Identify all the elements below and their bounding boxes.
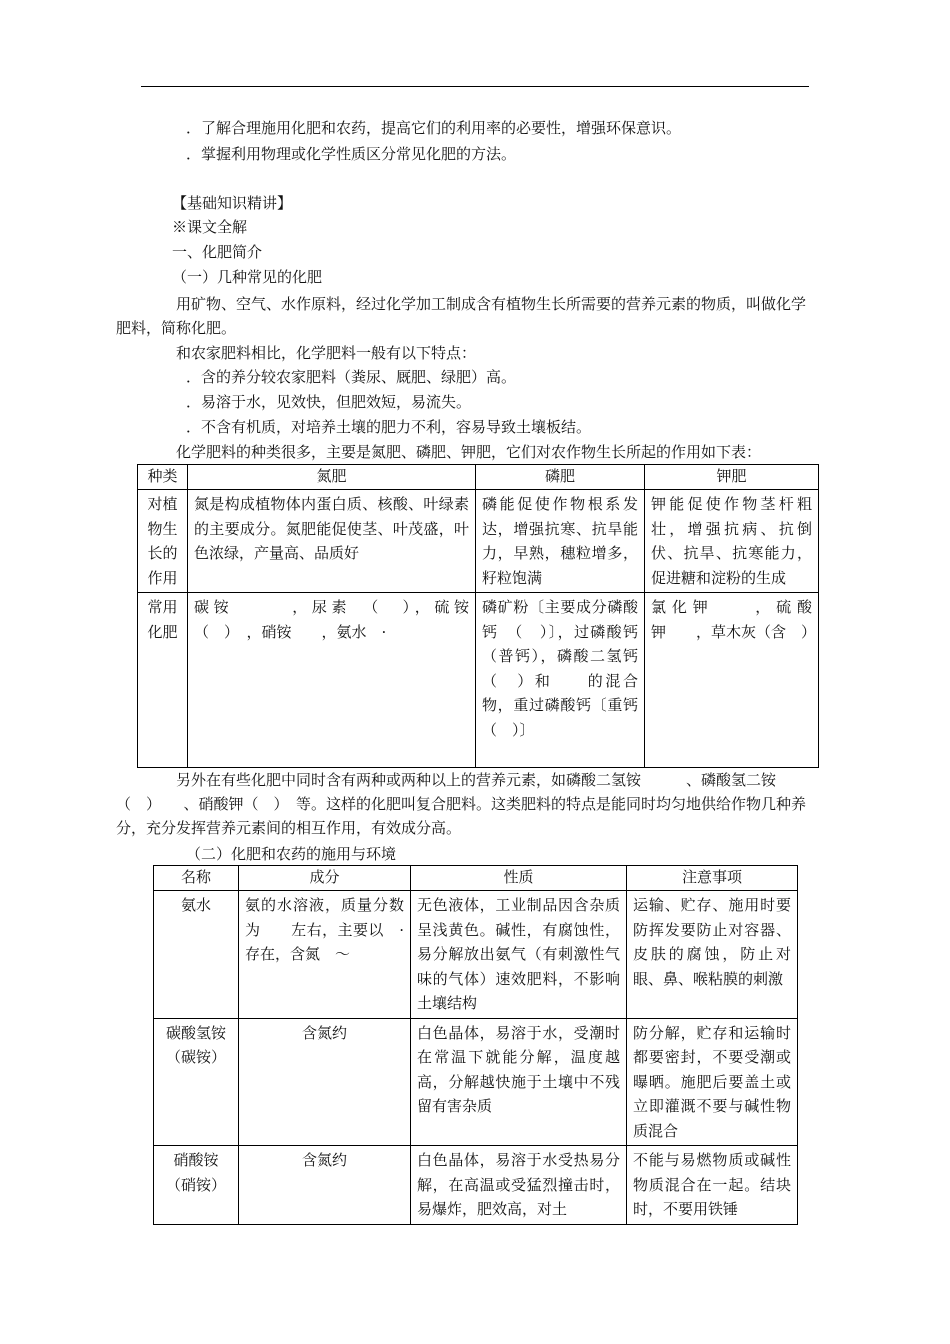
table-row [154, 891, 798, 1019]
nitrogen-effect-cell: 氮是构成植物体内蛋白质、核酸、叶绿素的主要成分。氮肥能促使茎、叶茂盛，叶色浓绿，产量高、品质好 [188, 490, 476, 593]
objective-item-1: ．了解合理施用化肥和农药，提高它们的利用率的必要性，增强环保意识。 [186, 119, 682, 137]
paragraph-table-intro: 化学肥料的种类很多，主要是氮肥、磷肥、钾肥，它们对农作物生长所起的作用如下表： [176, 443, 762, 461]
table-header-row [138, 465, 819, 490]
paragraph-features-intro: 和农家肥料相比，化学肥料一般有以下特点： [176, 344, 477, 362]
fertilizer-usage-table [153, 865, 798, 1225]
row-label-effect: 对植物生长的作用 [138, 490, 188, 593]
table-header-cell: 名称 [154, 866, 239, 891]
table-header-cell: 性质 [411, 866, 627, 891]
property-cell: 白色晶体，易溶于水，受潮时在常温下就能分解，温度越高，分解越快施于土壤中不残留有害杂质 [411, 1018, 627, 1146]
table-row [154, 1018, 798, 1146]
feature-item-1: ．含的养分较农家肥料（粪尿、厩肥、绿肥）高。 [186, 368, 517, 386]
table-header-cell: 磷肥 [476, 465, 645, 490]
potassium-effect-cell: 钾能促使作物茎杆粗壮，增强抗病、抗倒伏、抗旱、抗寒能力，促进糖和淀粉的生成 [645, 490, 819, 593]
paragraph-definition: 用矿物、空气、水作原料，经过化学加工制成含有植物生长所需要的营养元素的物质，叫做化学肥料，简称化肥。 [116, 295, 807, 337]
property-cell: 白色晶体，易溶于水受热易分解，在高温或受猛烈撞击时，易爆炸，肥效高，对土 [411, 1146, 627, 1225]
note-cell: 防分解，贮存和运输时都要密封，不要受潮或曝晒。施肥后要盖土或立即灌溉不要与碱性物质混合 [627, 1018, 798, 1146]
table-header-cell: 种类 [138, 465, 188, 490]
part-one-a-title: （一）几种常见的化肥 [172, 268, 323, 286]
composition-cell: 含氮约 [239, 1018, 411, 1146]
table-row [138, 490, 819, 593]
table-row [154, 1146, 798, 1225]
phosphorus-effect-cell: 磷能促使作物根系发达，增强抗寒、抗旱能力，早熟，穗粒增多，籽粒饱满 [476, 490, 645, 593]
table-header-cell: 注意事项 [627, 866, 798, 891]
table-header-cell: 钾肥 [645, 465, 819, 490]
table-header-cell: 成分 [239, 866, 411, 891]
potassium-common-cell: 氯化钾 ，硫酸钾 ，草木灰（含 ） [645, 593, 819, 768]
composition-cell: 含氮约 [239, 1146, 411, 1225]
feature-item-3: ．不含有机质，对培养土壤的肥力不利，容易导致土壤板结。 [186, 418, 592, 436]
table-header-cell: 氮肥 [188, 465, 476, 490]
paragraph-compound-fertilizer: 另外在有些化肥中同时含有两种或两种以上的营养元素，如磷酸二氢铵 、磷酸氢二铵（ ） 、硝酸钾（ ） 等。这样的化肥叫复合肥料。这类肥料的特点是能同时均匀地供给作物几种养分，充分发挥营养元素间的相互作用，有效成分高。 [116, 771, 807, 837]
composition-cell: 氨的水溶液，质量分数为 左右，主要以 · 存在，含氮 ～ [239, 891, 411, 1019]
part-one-b-title: （二）化肥和农药的施用与环境 [186, 845, 397, 863]
subsection-label: ※课文全解 [172, 218, 248, 236]
header-rule [141, 86, 809, 87]
row-label-common: 常用化肥 [138, 593, 188, 768]
nitrogen-common-cell: 碳铵 ，尿素 （ ），硫铵（ ） ，硝铵 ，氨水 · [188, 593, 476, 768]
table-row [138, 593, 819, 768]
objective-item-2: ．掌握利用物理或化学性质区分常见化肥的方法。 [186, 145, 517, 163]
table-header-row [154, 866, 798, 891]
fertilizer-types-table [137, 464, 819, 768]
note-cell: 运输、贮存、施用时要防挥发要防止对容器、皮肤的腐蚀，防止对眼、鼻、喉粘膜的刺激 [627, 891, 798, 1019]
name-cell: 氨水 [154, 891, 239, 1019]
property-cell: 无色液体，工业制品因含杂质呈浅黄色。碱性，有腐蚀性，易分解放出氨气（有刺激性气味的气体）速效肥料，不影响土壤结构 [411, 891, 627, 1019]
note-cell: 不能与易燃物质或碱性物质混合在一起。结块时，不要用铁锤 [627, 1146, 798, 1225]
part-one-title: 一、化肥简介 [172, 243, 263, 261]
name-cell: 碳酸氢铵（碳铵） [154, 1018, 239, 1146]
phosphorus-common-cell: 磷矿粉〔主要成分磷酸钙 （ ）〕，过磷酸钙（普钙），磷酸二氢钙 （ ）和 的混合物，重过磷酸钙〔重钙 （ ）〕 [476, 593, 645, 768]
section-heading: 【基础知识精讲】 [172, 194, 293, 212]
feature-item-2: ．易溶于水，见效快，但肥效短，易流失。 [186, 393, 472, 411]
name-cell: 硝酸铵（硝铵） [154, 1146, 239, 1225]
